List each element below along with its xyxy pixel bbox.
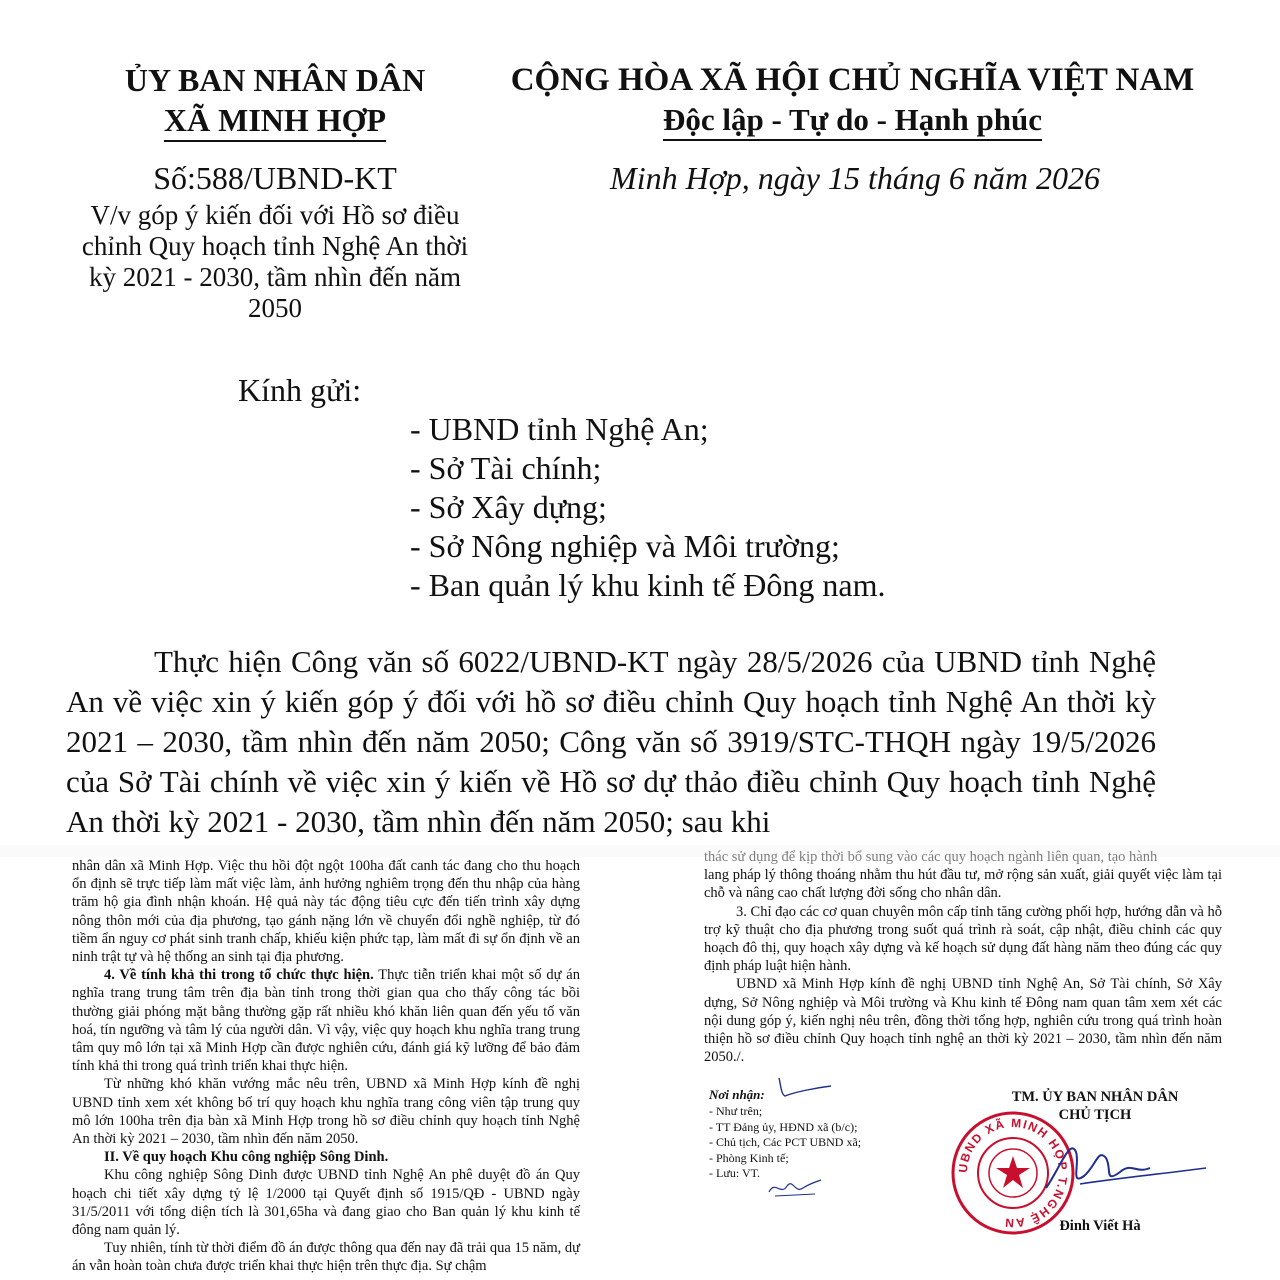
left-paragraph: Từ những khó khăn vướng mắc nêu trên, UBND xã Minh Hợp kính đề nghị UBND tỉnh xem xét không bố trí quy hoạch khu nghĩa trang công viên tập trung quy mô lớn 100ha trên địa bàn xã Minh Hợp trong hồ sơ điều chỉnh quy hoạch tỉnh Nghệ An thời kỳ 2021 – 2030, tầm nhìn đến năm 2050. [72, 1076, 580, 1148]
recipients-list [410, 410, 885, 605]
recipient-item: - Ban quản lý khu kinh tế Đông nam. [410, 567, 886, 603]
section-heading: 4. Về tính khả thi trong tổ chức thực hiện. [104, 967, 374, 984]
right-paragraph-cut-line: thác sử dụng để kịp thời bổ sung vào các quy hoạch ngành liên quan, tạo hành [704, 849, 1158, 865]
distribution-item: - Như trên; [709, 1104, 763, 1118]
section-heading: II. Về quy hoạch Khu công nghiệp Sông Dinh. [104, 1149, 389, 1166]
signature-position: CHỦ TỊCH [1058, 1107, 1132, 1123]
recipients-label: Kính gửi: [238, 372, 362, 408]
left-paragraph [72, 966, 580, 1075]
intro-paragraph [66, 642, 1156, 842]
svg-text:UBND XÃ MINH HỢP T.NGHỆ AN: UBND XÃ MINH HỢP T.NGHỆ AN [955, 1115, 1071, 1231]
right-text-column [704, 849, 1222, 1066]
distribution-item: - Phòng Kinh tế; [709, 1150, 789, 1165]
distribution-item: - TT Đảng ủy, HĐND xã (b/c); [709, 1119, 858, 1134]
recipient-item: - Sở Xây dựng; [410, 489, 607, 525]
document-subject: V/v góp ý kiến đối với Hồ sơ điều chỉnh Quy hoạch tỉnh Nghệ An thời kỳ 2021 - 2030, tầm nhìn đến năm 2050 [81, 200, 469, 323]
national-title: CỘNG HÒA XÃ HỘI CHỦ NGHĨA VIỆT NAM [510, 62, 1195, 98]
left-paragraph: Tuy nhiên, tính từ thời điểm đồ án được thông qua đến nay đã trải qua 15 năm, dự án vẫn hoàn toàn chưa được triển khai thực hiện trên thực địa. Sự chậm [72, 1240, 580, 1275]
distribution-title: Nơi nhận: [709, 1087, 765, 1102]
recipient-item: - Sở Tài chính; [410, 450, 602, 486]
left-text-column [72, 857, 580, 1275]
place-and-date: Minh Hợp, ngày 15 tháng 6 năm 2026 [610, 160, 1100, 196]
signature-title: TM. ỦY BAN NHÂN DÂN [1011, 1089, 1179, 1105]
left-paragraph: nhân dân xã Minh Hợp. Việc thu hồi đột ngột 100ha đất canh tác đang cho thu hoạch ổn định sẽ trực tiếp làm mất việc làm, ảnh hưởng nghiêm trọng đến thu nhập của hàng trăm hộ gia đình nhận khoán. Hệ quả này tác động tiêu cực đến tiến trình xây dựng nông thôn mới của địa phương, tạo gánh nặng lớn về chuyển đổi nghề nghiệp, từ đó tiềm ẩn nguy cơ phát sinh tranh chấp, khiếu kiện phức tạp, làm mất đi sự ổn định về an ninh trật tự và hệ thống an sinh tại địa phương. [72, 858, 580, 966]
intro-paragraph-text: Thực hiện Công văn số 6022/UBND-KT ngày 28/5/2026 của UBND tỉnh Nghệ An về việc xin ý kiến góp ý đối với hồ sơ điều chỉnh Quy hoạch tỉnh Nghệ An thời kỳ 2021 – 2030, tầm nhìn đến năm 2050; Công văn số 3919/STC-THQH ngày 19/5/2026 của Sở Tài chính về việc xin ý kiến về Hồ sơ dự thảo điều chỉnh Quy hoạch tỉnh Nghệ An thời kỳ 2021 - 2030, tầm nhìn đến năm 2050; sau khi [66, 644, 1156, 839]
small-signature-icon [765, 1172, 825, 1202]
right-paragraph: lang pháp lý thông thoáng nhằm thu hút đầu tư, mở rộng sản xuất, giải quyết việc làm tại chỗ và nâng cao chất lượng đời sống cho nhân dân. [704, 867, 1222, 902]
distribution-list [709, 1104, 861, 1182]
left-paragraph: Khu công nghiệp Sông Dinh được UBND tỉnh Nghệ An phê duyệt đồ án Quy hoạch chi tiết xây dựng tỷ lệ 1/2000 tại Quyết định số 1915/QĐ - UBND ngày 31/5/2011 với tổng diện tích là 301,65ha và đang giao cho Ban quản lý khu kinh tế đông nam quản lý. [72, 1167, 580, 1239]
org-name-line1: ỦY BAN NHÂN DÂN [124, 62, 426, 98]
distribution-item: - Lưu: VT. [709, 1166, 761, 1180]
right-paragraph: 3. Chỉ đạo các cơ quan chuyên môn cấp tỉnh tăng cường phối hợp, hướng dẫn và hỗ trợ kỹ thuật cho địa phương trong suốt quá trình rà soát, cập nhật, điều chỉnh các quy hoạch đô thị, quy hoạch xây dựng và kế hoạch sử dụng đất hàng năm theo đúng các quy định pháp luật hiện hành. [704, 903, 1222, 975]
document-number: Số:588/UBND-KT [153, 160, 397, 196]
org-name-underlined: XÃ MINH HỢP [164, 102, 386, 142]
national-motto-underlined: Độc lập - Tự do - Hạnh phúc [663, 102, 1042, 141]
recipient-item: - Sở Nông nghiệp và Môi trường; [410, 528, 840, 564]
right-paragraph: UBND xã Minh Hợp kính đề nghị UBND tỉnh Nghệ An, Sở Tài chính, Sở Xây dựng, Sở Nông nghiệp và Môi trường và Khu kinh tế Đông nam quan tâm xem xét các nội dung góp ý, kiến nghị nêu trên, đồng thời tổng hợp, nghiên cứu trong quá trình hoàn thiện hồ sơ điều chỉnh Quy hoạch tỉnh nghệ an thời kỳ 2021 – 2030, tầm nhìn đến năm 2050./. [704, 976, 1222, 1066]
signer-name: Đinh Viết Hà [1059, 1218, 1141, 1234]
recipient-item: - UBND tỉnh Nghệ An; [410, 411, 709, 447]
left-paragraph-text: Thực tiễn triển khai một số dự án nghĩa trang trung tâm trên địa bàn tỉnh trong thời gian qua cho thấy công tác bồi thường giải phóng mặt bằng thường gặp rất nhiều khó khăn liên quan đến yếu tố văn hoá, tín ngưỡng và tâm lý của người dân. Vì vậy, việc quy hoạch khu nghĩa trang trung tâm quy mô lớn tại xã Minh Hợp cần được nghiên cứu, đánh giá kỹ lưỡng để bảo đảm tính khả thi trong quá trình triển khai thực hiện. [72, 967, 580, 1075]
national-motto [490, 102, 1215, 141]
handwritten-signature-icon [1040, 1128, 1210, 1208]
initial-mark-icon [775, 1072, 835, 1100]
distribution-item: - Chủ tịch, Các PCT UBND xã; [709, 1135, 862, 1149]
org-name-line2 [90, 102, 460, 142]
